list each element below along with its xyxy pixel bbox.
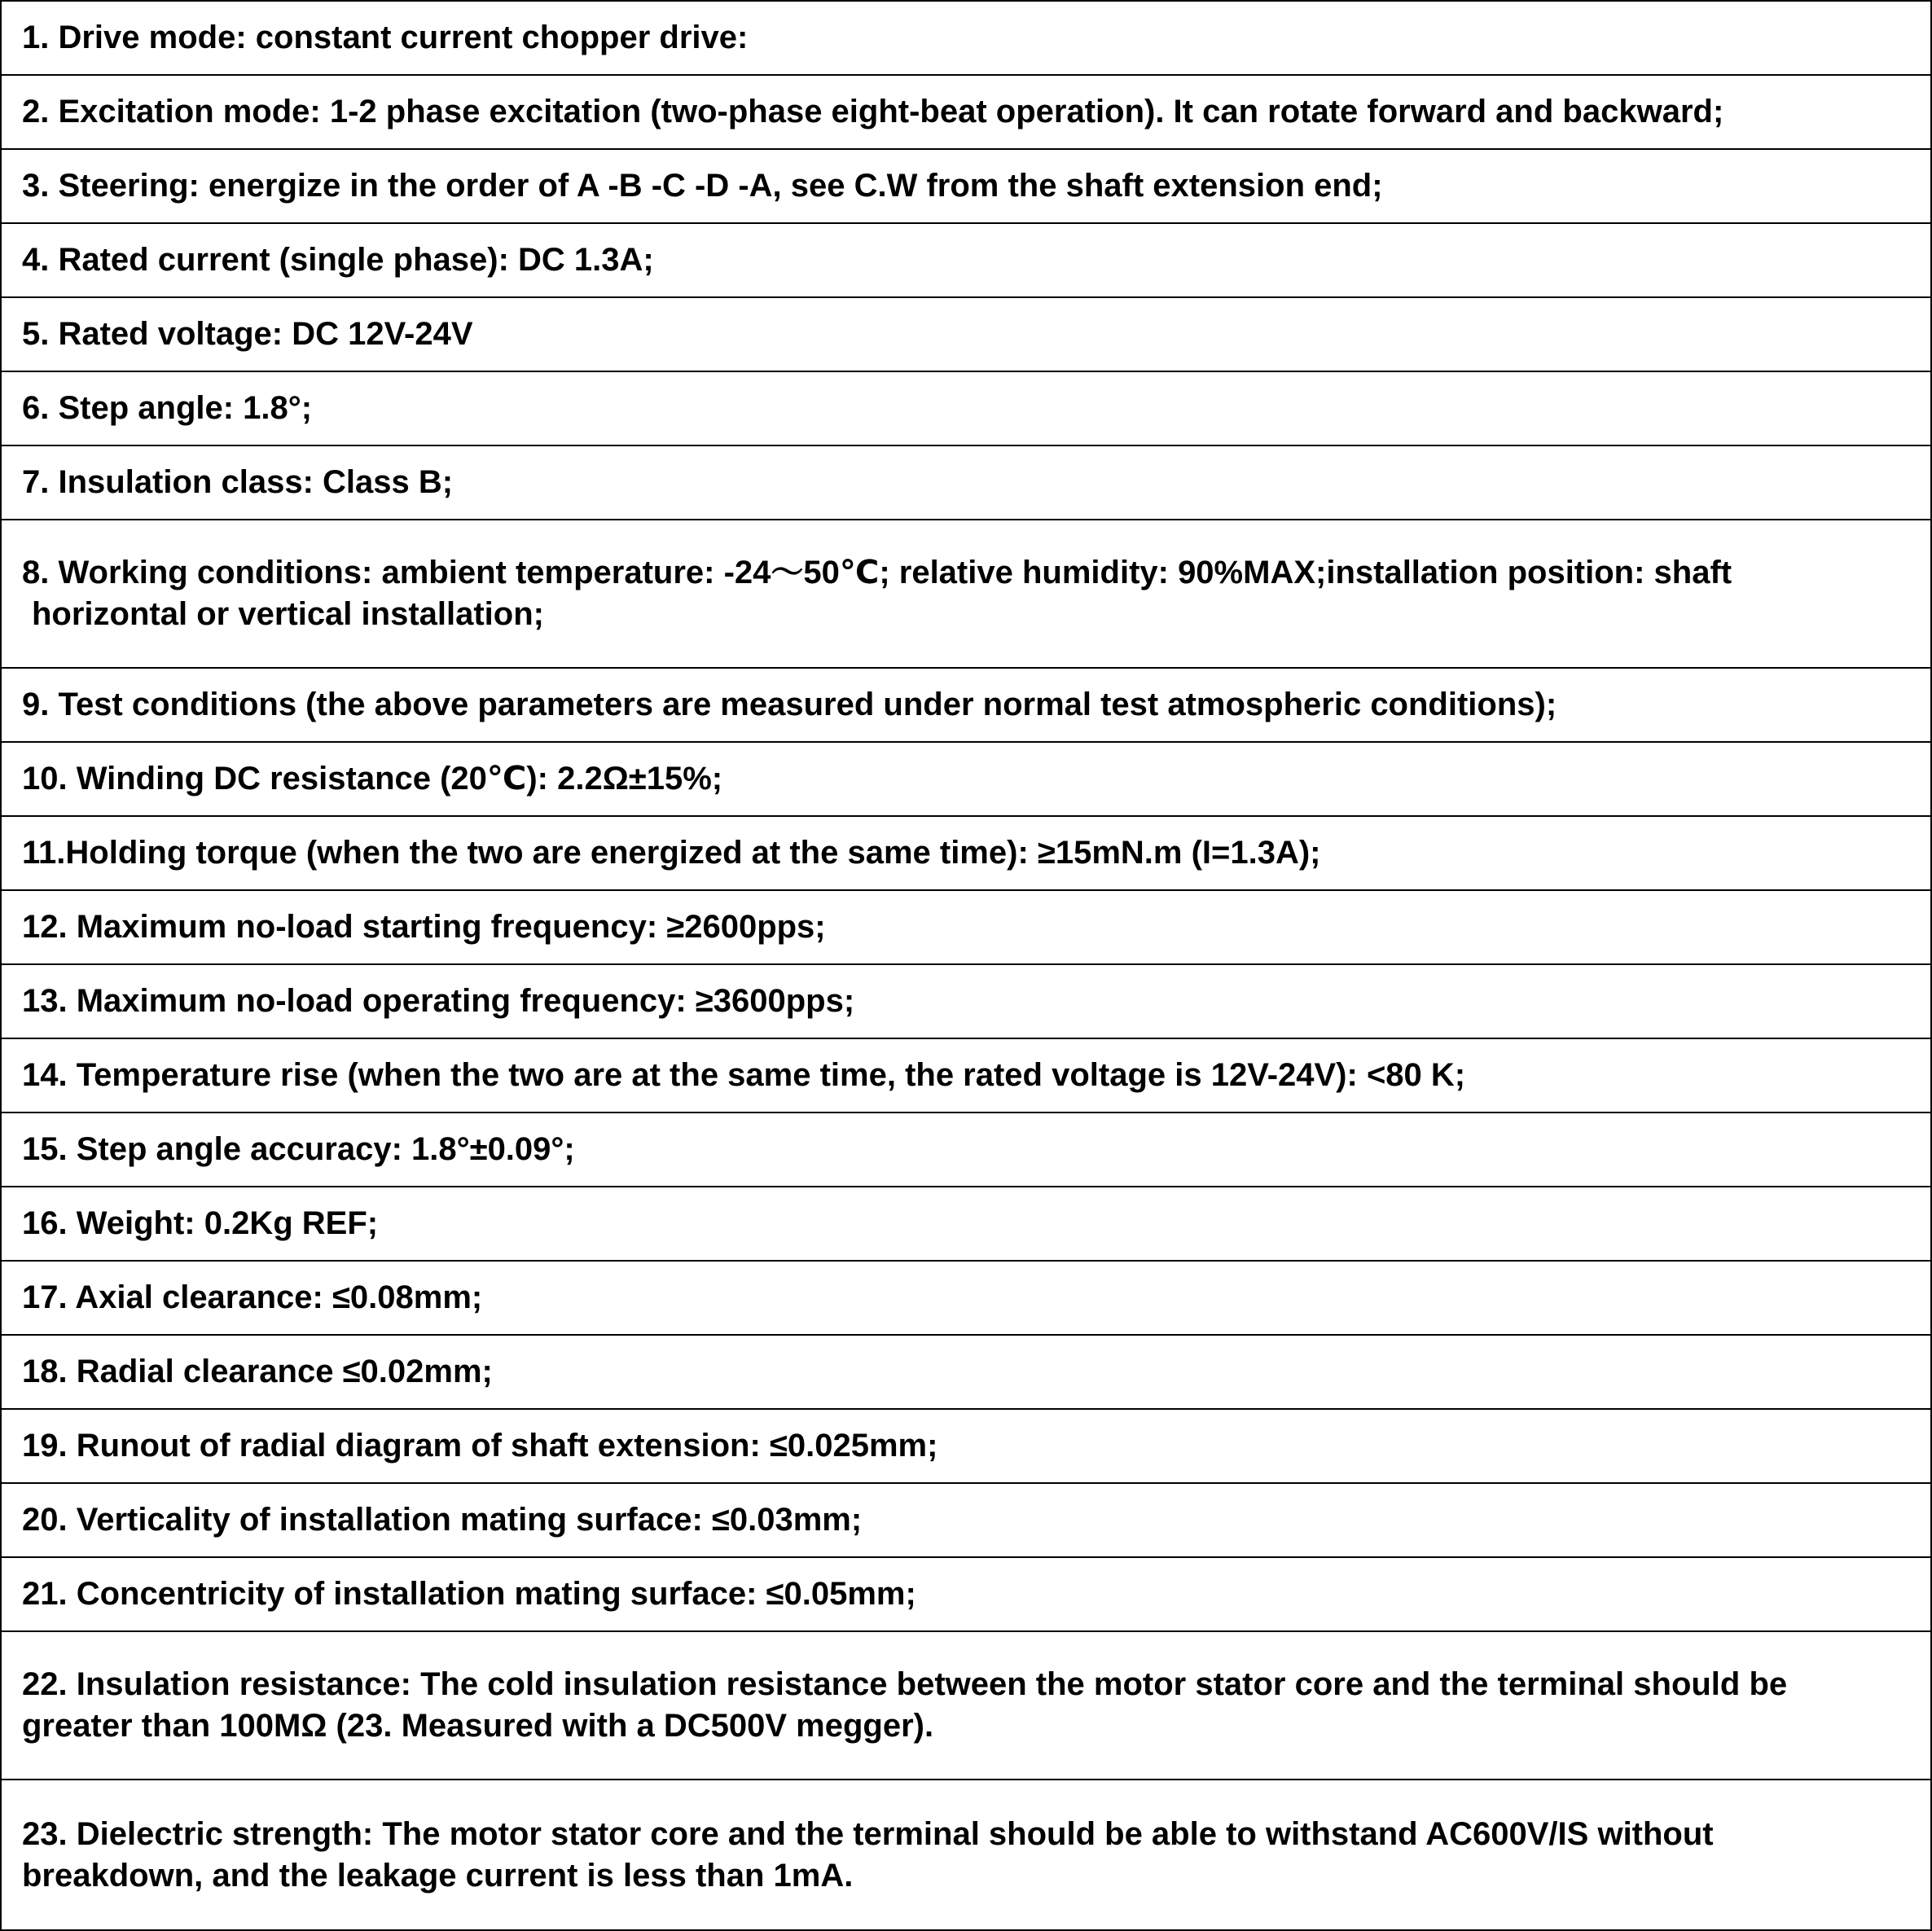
table-row [1,445,1931,520]
table-row [1,1113,1931,1187]
spec-line: horizontal or vertical installation; [32,596,544,632]
spec-cell [1,1631,1931,1780]
table-row [1,1631,1931,1780]
table-row [1,223,1931,297]
spec-line: greater than 100MΩ (23. Measured with a DC500V megger). [22,1708,934,1744]
spec-line: 23. Dielectric strength: The motor stator core and the terminal should be able to withstand AC600V/IS without [22,1815,1714,1852]
table-row [1,964,1931,1038]
spec-cell: 21. Concentricity of installation mating surface: ≤0.05mm; [1,1557,1931,1631]
spec-cell: 10. Winding DC resistance (20℃): 2.2Ω±15%; [1,742,1931,816]
table-row [1,1557,1931,1631]
spec-cell: 16. Weight: 0.2Kg REF; [1,1187,1931,1261]
spec-cell: 3. Steering: energize in the order of A -B -C -D -A, see C.W from the shaft extension end; [1,149,1931,223]
spec-cell: 4. Rated current (single phase): DC 1.3A; [1,223,1931,297]
table-row [1,1038,1931,1113]
spec-cell: 14. Temperature rise (when the two are at the same time, the rated voltage is 12V-24V): <80 K; [1,1038,1931,1113]
spec-cell: 6. Step angle: 1.8°; [1,371,1931,445]
spec-cell: 19. Runout of radial diagram of shaft extension: ≤0.025mm; [1,1409,1931,1483]
spec-cell: 5. Rated voltage: DC 12V-24V [1,297,1931,371]
spec-cell: 20. Verticality of installation mating surface: ≤0.03mm; [1,1483,1931,1557]
spec-cell: 1. Drive mode: constant current chopper drive: [1,1,1931,75]
table-row [1,1,1931,75]
spec-cell: 12. Maximum no-load starting frequency: ≥2600pps; [1,890,1931,964]
spec-cell [1,520,1931,668]
table-row [1,816,1931,890]
table-row [1,371,1931,445]
spec-cell: 15. Step angle accuracy: 1.8°±0.09°; [1,1113,1931,1187]
table-row [1,890,1931,964]
spec-line: breakdown, and the leakage current is less than 1mA. [22,1857,854,1894]
table-row [1,1483,1931,1557]
table-row [1,1261,1931,1335]
table-row [1,75,1931,149]
table-row [1,297,1931,371]
table-row [1,520,1931,668]
table-row [1,149,1931,223]
spec-cell: 9. Test conditions (the above parameters are measured under normal test atmospheric conditions); [1,668,1931,742]
spec-cell: 11.Holding torque (when the two are energized at the same time): ≥15mN.m (I=1.3A); [1,816,1931,890]
spec-cell: 2. Excitation mode: 1-2 phase excitation (two-phase eight-beat operation). It can rotate forward and backward; [1,75,1931,149]
spec-cell: 7. Insulation class: Class B; [1,445,1931,520]
spec-line: 8. Working conditions: ambient temperature: -24～50℃; relative humidity: 90%MAX;installation position: shaft [22,555,1732,590]
spec-line: 22. Insulation resistance: The cold insulation resistance between the motor stator core and the terminal should be [22,1666,1788,1702]
table-row [1,1187,1931,1261]
table-row [1,1409,1931,1483]
spec-cell: 18. Radial clearance ≤0.02mm; [1,1335,1931,1409]
spec-cell [1,1780,1931,1930]
spec-cell: 13. Maximum no-load operating frequency: ≥3600pps; [1,964,1931,1038]
table-row [1,1335,1931,1409]
table-row [1,1780,1931,1930]
table-row [1,668,1931,742]
table-row [1,742,1931,816]
spec-cell: 17. Axial clearance: ≤0.08mm; [1,1261,1931,1335]
